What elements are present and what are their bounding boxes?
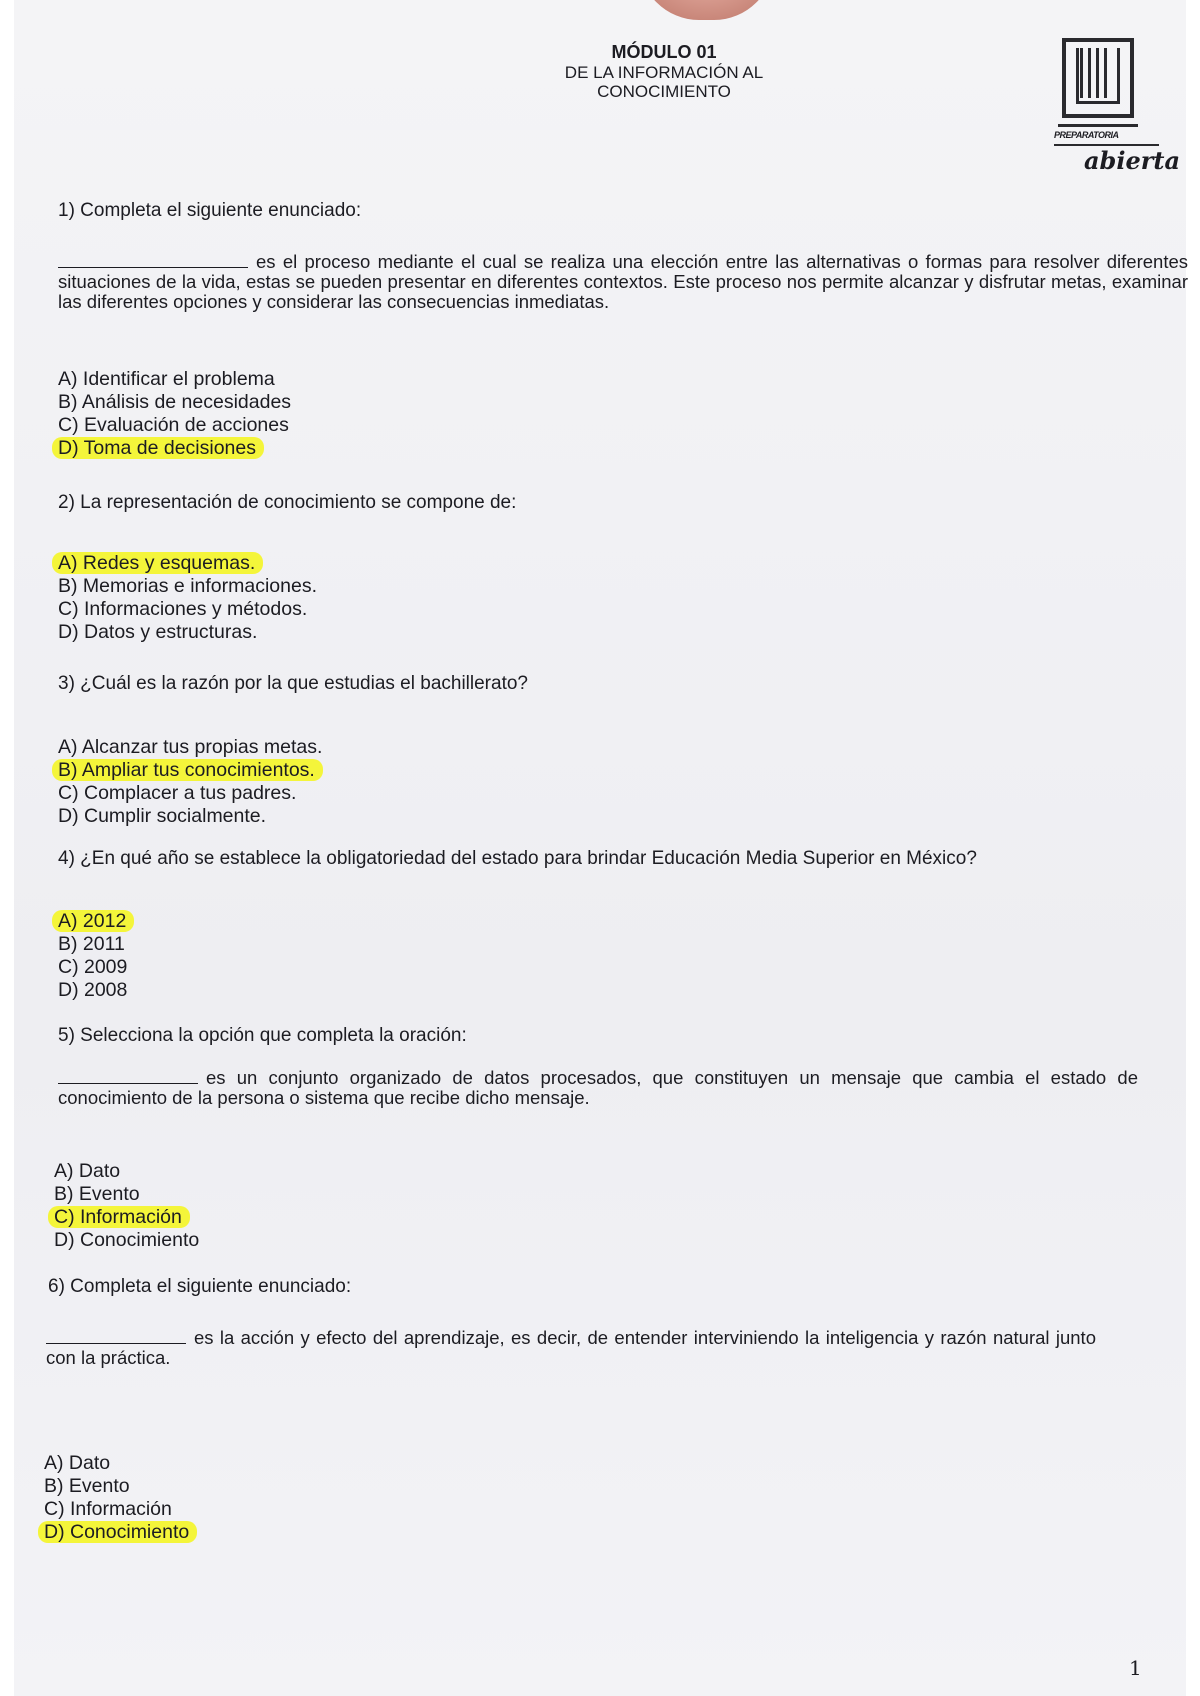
module-subtitle-line1: DE LA INFORMACIÓN AL: [564, 63, 764, 82]
question-5: [58, 1025, 467, 1047]
option: B) Análisis de necesidades: [58, 391, 292, 413]
logo-small-text: PREPARATORIA: [1054, 130, 1119, 140]
option: D) Conocimiento: [54, 1229, 200, 1251]
options-list: [54, 1160, 199, 1252]
option-highlighted: D) Conocimiento: [44, 1521, 197, 1544]
question-6: [48, 1276, 351, 1298]
option: D) Cumplir socialmente.: [58, 805, 267, 827]
option: C) Evaluación de acciones: [58, 414, 289, 436]
question-title: 4) ¿En qué año se establece la obligatoriedad del estado para brindar Educación Media Superior en México?: [58, 848, 977, 869]
question-title: 5) Selecciona la opción que completa la oración:: [58, 1025, 467, 1046]
option: B) Evento: [54, 1183, 140, 1205]
question-title: 6) Completa el siguiente enunciado:: [48, 1276, 352, 1297]
answer-blank: [58, 1083, 198, 1084]
thumb-shadow: [639, 0, 774, 20]
question-statement: es el proceso mediante el cual se realiza una elección entre las alternativas o formas para resolver diferentes situaciones de la vida, estas se pueden presentar en diferentes contextos. Este proceso nos permite alcanzar y disfrutar metas, examinar las diferentes opciones y considerar las consecuencias inmediatas.: [58, 251, 1188, 312]
question-title: 2) La representación de conocimiento se compone de:: [58, 492, 517, 513]
option: C) Informaciones y métodos.: [58, 598, 308, 620]
options-list: [44, 1452, 197, 1544]
option-highlighted: B) Ampliar tus conocimientos.: [58, 759, 323, 782]
module-title: MÓDULO 01: [611, 42, 717, 62]
answer-blank: [58, 267, 248, 268]
logo-brand-text: abierta: [1084, 146, 1180, 175]
document-header: [514, 42, 814, 101]
answer-blank: [46, 1343, 186, 1344]
question-statement: es un conjunto organizado de datos procesados, que constituyen un mensaje que cambia el estado de conocimiento de la persona o sistema que recibe dicho mensaje.: [58, 1067, 1138, 1108]
question-1: [58, 200, 361, 222]
option: D) Datos y estructuras.: [58, 621, 258, 643]
option: A) Dato: [54, 1160, 121, 1182]
exam-sheet: [14, 0, 1186, 1696]
question-title: 1) Completa el siguiente enunciado:: [58, 200, 362, 221]
question-4: [58, 848, 977, 870]
page-number: 1: [1129, 1656, 1142, 1680]
options-list: [58, 736, 323, 828]
option-highlighted: D) Toma de decisiones: [58, 437, 291, 460]
option: A) Alcanzar tus propias metas.: [58, 736, 323, 758]
option: D) 2008: [58, 979, 128, 1001]
option-highlighted: A) 2012: [58, 910, 134, 933]
options-list: [58, 910, 134, 1002]
option: C) Información: [44, 1498, 172, 1520]
module-subtitle-line2: CONOCIMIENTO: [597, 82, 731, 101]
option-highlighted: A) Redes y esquemas.: [58, 552, 317, 575]
option: C) 2009: [58, 956, 128, 978]
prepa-abierta-logo: [1054, 38, 1180, 178]
option-highlighted: C) Información: [54, 1206, 199, 1229]
option: B) 2011: [58, 933, 125, 955]
question-title: 3) ¿Cuál es la razón por la que estudias el bachillerato?: [58, 673, 528, 694]
option: C) Complacer a tus padres.: [58, 782, 297, 804]
options-list: [58, 368, 291, 460]
question-2: [58, 492, 516, 514]
option: A) Identificar el problema: [58, 368, 275, 390]
logo-bars-icon: [1080, 48, 1110, 98]
option: B) Evento: [44, 1475, 130, 1497]
options-list: [58, 552, 317, 644]
option: A) Dato: [44, 1452, 111, 1474]
question-statement: es la acción y efecto del aprendizaje, es decir, de entender interviniendo la inteligencia y razón natural junto con la práctica.: [46, 1327, 1096, 1368]
logo-base-line: [1058, 124, 1138, 127]
question-3: [58, 673, 528, 695]
option: B) Memorias e informaciones.: [58, 575, 318, 597]
